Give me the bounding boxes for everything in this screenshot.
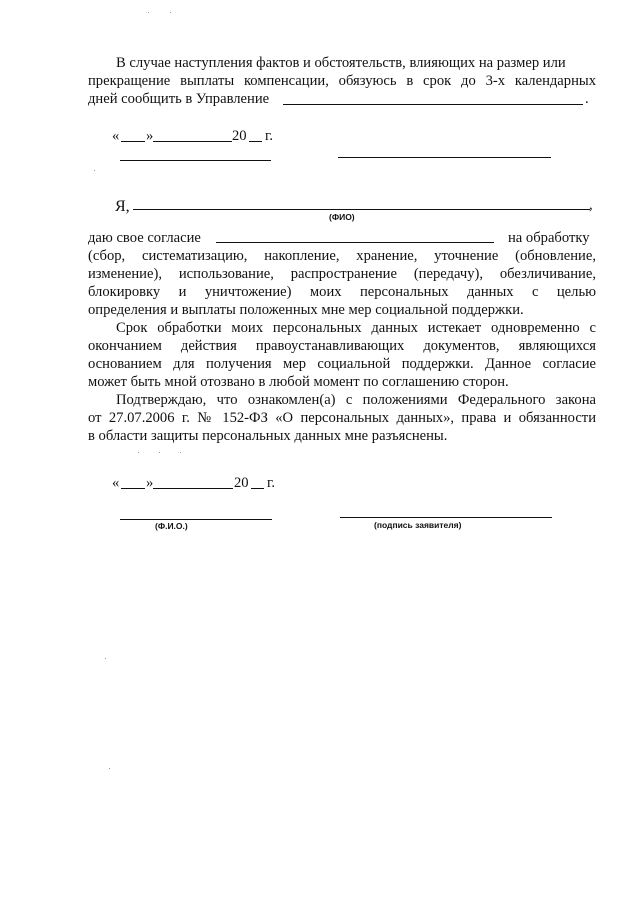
- fio-caption: (Ф.И.О.): [155, 521, 188, 531]
- consent-prefix: даю свое согласие: [88, 230, 201, 246]
- fio-signature-line[interactable]: [120, 519, 272, 520]
- signature-line[interactable]: [338, 157, 551, 158]
- year-field[interactable]: [249, 141, 262, 142]
- operator-field[interactable]: [216, 242, 494, 243]
- paragraph-line: определения и выплаты положенных мне мер социальной поддержки.: [88, 302, 524, 318]
- scan-speck: [94, 170, 95, 171]
- paragraph-line: может быть мной отозвано в любой момент по соглашению сторон.: [88, 374, 509, 390]
- date-open-quote: «: [112, 475, 120, 491]
- day-field[interactable]: [121, 488, 145, 489]
- paragraph-line: В случае наступления фактов и обстоятельств, влияющих на размер или: [116, 55, 566, 71]
- scan-speck: [148, 12, 149, 13]
- period-mark: .: [585, 91, 589, 107]
- paragraph-line: Подтверждаю, что ознакомлен(а) с положениями Федерального закона: [116, 392, 596, 408]
- scan-speck: [170, 12, 171, 13]
- paragraph-line: изменение), использование, распространение (передачу), обезличивание,: [88, 266, 596, 282]
- consent-suffix: на обработку: [508, 230, 590, 246]
- scan-speck: [105, 658, 106, 659]
- scan-speck: [109, 768, 110, 769]
- paragraph-line: Срок обработки моих персональных данных истекает одновременно с: [116, 320, 596, 336]
- intro-comma: ,: [589, 197, 593, 213]
- year-prefix: 20: [232, 128, 247, 144]
- scan-speck: [180, 452, 181, 453]
- date-close-quote: »: [146, 128, 154, 144]
- year-field[interactable]: [251, 488, 264, 489]
- paragraph-line: прекращение выплаты компенсации, обязуюсь в срок до 3-х календарных: [88, 73, 596, 89]
- year-suffix: г.: [267, 475, 275, 491]
- paragraph-line: от 27.07.2006 г. № 152-ФЗ «О персональных данных», права и обязанности: [88, 410, 596, 426]
- date-close-quote: »: [146, 475, 154, 491]
- year-prefix: 20: [234, 475, 249, 491]
- paragraph-line: (сбор, систематизацию, накопление, хранение, уточнение (обновление,: [88, 248, 596, 264]
- paragraph-line: блокировку и уничтожение) моих персональных данных с целью: [88, 284, 596, 300]
- paragraph-line: основанием для получения мер социальной поддержки. Данное согласие: [88, 356, 596, 372]
- intro-ya: Я,: [115, 198, 130, 215]
- month-field[interactable]: [153, 141, 232, 142]
- paragraph-line: в области защиты персональных данных мне разъяснены.: [88, 428, 448, 444]
- signature-caption: (подпись заявителя): [374, 520, 462, 530]
- name-line[interactable]: [120, 160, 271, 161]
- month-field[interactable]: [153, 488, 233, 489]
- scan-speck: [159, 452, 160, 453]
- year-suffix: г.: [265, 128, 273, 144]
- scan-speck: [138, 452, 139, 453]
- applicant-signature-line[interactable]: [340, 517, 552, 518]
- fio-caption: (ФИО): [329, 212, 355, 222]
- fio-field[interactable]: [133, 209, 590, 210]
- date-open-quote: «: [112, 128, 120, 144]
- paragraph-line: окончанием действия правоустанавливающих документов, являющихся: [88, 338, 596, 354]
- office-name-field[interactable]: [283, 104, 583, 105]
- day-field[interactable]: [121, 141, 145, 142]
- paragraph-line: дней сообщить в Управление: [88, 91, 270, 107]
